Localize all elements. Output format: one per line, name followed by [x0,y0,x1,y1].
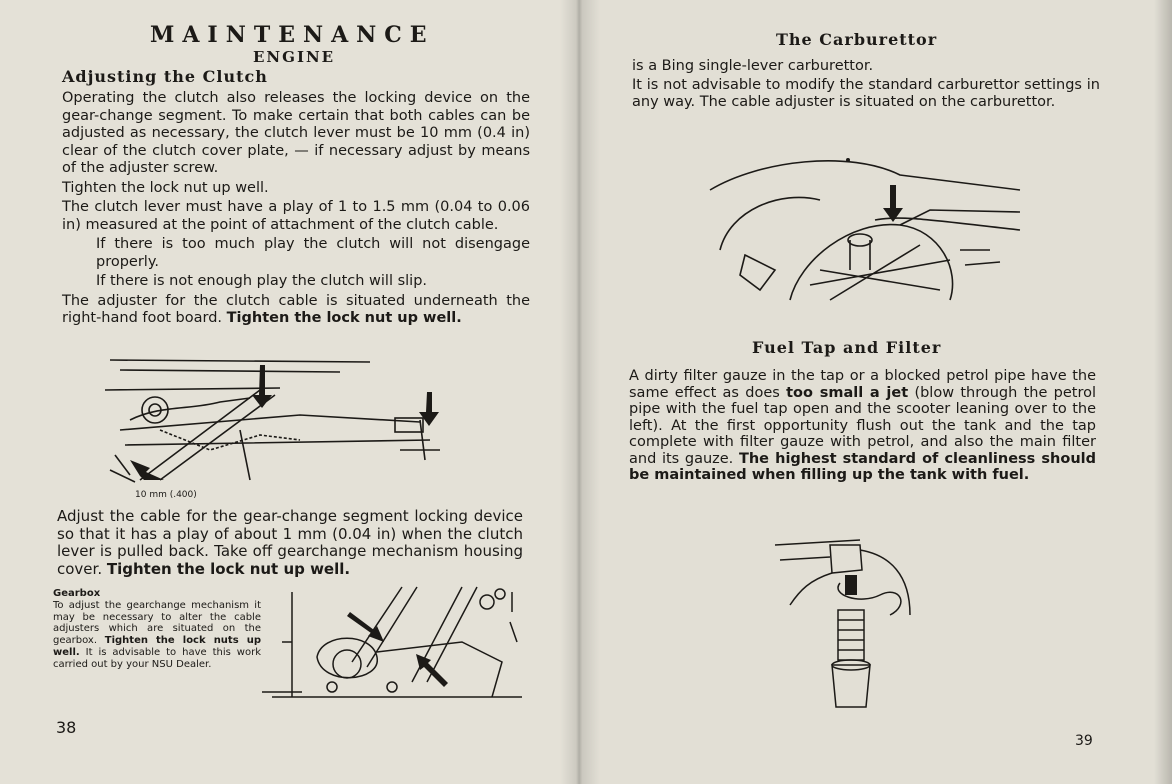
heading-engine: ENGINE [253,48,336,66]
text: (blow through the petrol pipe with the fuel tap open and the scooter leaning over to the left). At the first opportunity flush out the tank and the tap complete with filter gauze with petrol, and also the main filter and its gauze. [629,384,1097,467]
paragraph: The clutch lever must have a play of 1 to 1.5 mm (0.04 to 0.06 in) measured at the point of attachment of the clutch cable. [62,199,530,233]
clutch-text [62,90,530,330]
paragraph: Tighten the lock nut up well. [62,179,269,196]
fuel-tap-text [629,368,1096,484]
heading-maintenance: MAINTENANCE [150,22,435,48]
bold-text: Tighten the lock nuts up well. [53,635,261,658]
heading-adjusting-clutch: Adjusting the Clutch [62,67,268,86]
left-page [0,0,578,784]
paragraph: If there is too much play the clutch will not disengage properly. [96,236,530,270]
paragraph: It is not advisable to modify the standard carburettor settings in any way. The cable adjuster is situated on the carburettor. [632,77,1100,110]
bold-text: Tighten the lock nut up well. [226,310,462,326]
carburettor-text [632,58,1100,113]
clutch-illustration [100,350,460,490]
bold-text: The highest standard of cleanliness should be maintained when filling up the tank with fuel. [629,450,1096,483]
heading-fuel-tap: Fuel Tap and Filter [752,338,942,357]
gearbox-illustration [262,582,530,710]
paragraph: is a Bing single-lever carburettor. [632,58,874,74]
gearbox-title: Gearbox [53,588,101,599]
text: To adjust the gearchange mechanism it may be necessary to alter the cable adjusters which are situated on the gearbox. [53,599,261,647]
bold-text: Tighten the lock nut up well. [106,559,351,578]
text: Adjust the cable for the gear-change segment locking device so that it has a play of about 1 mm (0.04 in) when the clutch lever is pulled back. Take off gearchange mechanism housing cover. [57,507,523,578]
gearbox-note [53,588,261,671]
paragraph: If there is not enough play the clutch will slip. [96,273,428,289]
text: A dirty filter gauze in the tap or a blocked petrol pipe have the same effect as does [629,368,1096,401]
page-edge [1154,0,1172,784]
paragraph [62,293,530,328]
fuel-tap-illustration [770,535,920,710]
heading-carburettor: The Carburettor [776,30,938,49]
paragraph: Operating the clutch also releases the locking device on the gear-change segment. To make certain that both cables can be adjusted as necessary, the clutch lever must be 10 mm (0.4 in) clear of the clutch cover plate, — if necessary adjust by means of the adjuster screw. [62,90,530,176]
page-number: 39 [1075,733,1093,749]
carburettor-illustration [700,150,1030,308]
figure-caption: 10 mm (.400) [135,490,197,500]
page-number: 38 [56,718,77,737]
text: It is advisable to have this work carried out by your NSU Dealer. [53,646,261,670]
text: The adjuster for the clutch cable is situated underneath the right-hand foot board. [62,292,530,326]
bold-text: too small a jet [786,384,909,401]
gearchange-text [57,508,523,578]
book-gutter [560,0,600,784]
